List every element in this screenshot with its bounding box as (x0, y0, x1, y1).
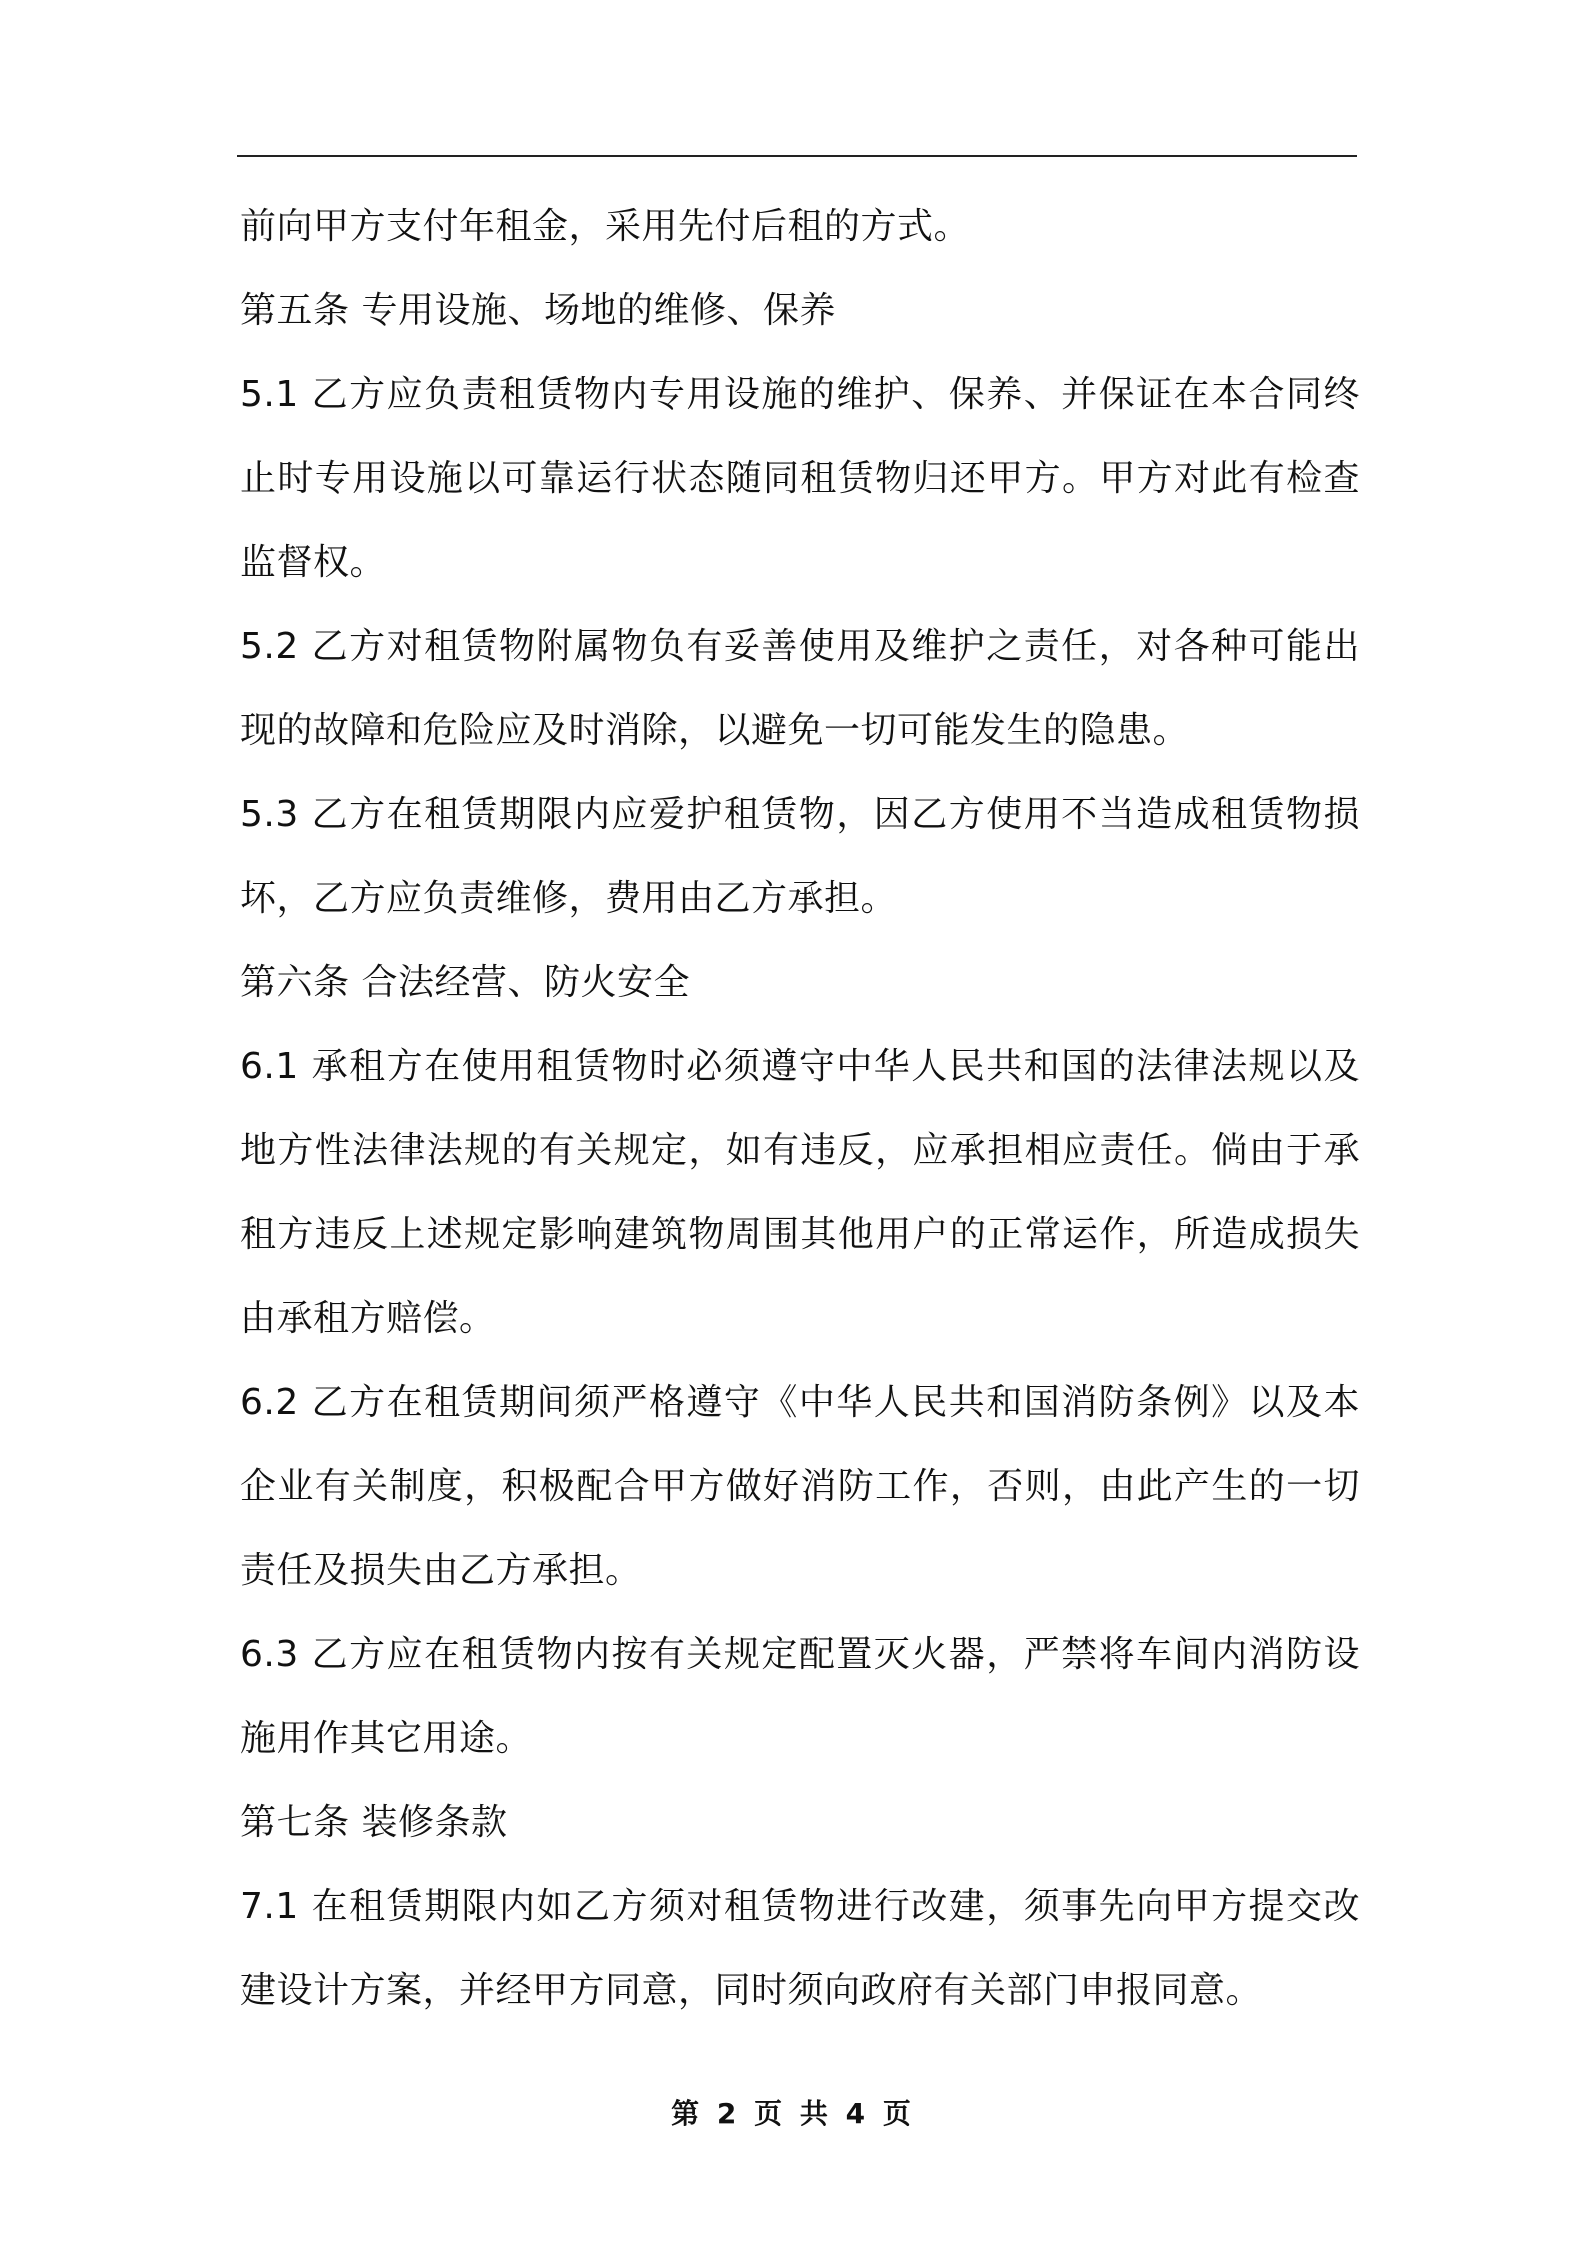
text-line: 5.2 乙方对租赁物附属物负有妥善使用及维护之责任，对各种可能出 (240, 626, 1360, 667)
text-line: 现的故障和危险应及时消除，以避免一切可能发生的隐患。 (240, 710, 1190, 751)
section-heading: 第七条 装修条款 (240, 1802, 508, 1843)
text-line: 5.1 乙方应负责租赁物内专用设施的维护、保养、并保证在本合同终 (240, 374, 1360, 415)
text-line: 建设计方案，并经甲方同意，同时须向政府有关部门申报同意。 (240, 1970, 1263, 2011)
text-line: 7.1 在租赁期限内如乙方须对租赁物进行改建，须事先向甲方提交改 (240, 1886, 1360, 1927)
text-line: 地方性法律法规的有关规定，如有违反，应承担相应责任。倘由于承 (240, 1130, 1360, 1171)
text-line: 租方违反上述规定影响建筑物周围其他用户的正常运作，所造成损失 (240, 1214, 1360, 1255)
text-line: 6.1 承租方在使用租赁物时必须遵守中华人民共和国的法律法规以及 (240, 1046, 1360, 1087)
text-line: 6.2 乙方在租赁期间须严格遵守《中华人民共和国消防条例》以及本 (240, 1382, 1360, 1423)
text-line: 监督权。 (240, 542, 387, 583)
text-line: 施用作其它用途。 (240, 1718, 533, 1759)
section-heading: 第六条 合法经营、防火安全 (240, 962, 690, 1003)
text-line: 由承租方赔偿。 (240, 1298, 496, 1339)
text-line: 责任及损失由乙方承担。 (240, 1550, 642, 1591)
text-line: 坏，乙方应负责维修，费用由乙方承担。 (240, 878, 898, 919)
text-line: 6.3 乙方应在租赁物内按有关规定配置灭火器，严禁将车间内消防设 (240, 1634, 1360, 1675)
section-heading: 第五条 专用设施、场地的维修、保养 (240, 290, 836, 331)
text-line: 前向甲方支付年租金，采用先付后租的方式。 (240, 206, 971, 247)
page-indicator: 第 2 页 共 4 页 (671, 2097, 915, 2130)
text-line: 止时专用设施以可靠运行状态随同租赁物归还甲方。甲方对此有检查 (240, 458, 1360, 499)
document-body (240, 185, 1360, 2033)
text-line: 5.3 乙方在租赁期限内应爱护租赁物，因乙方使用不当造成租赁物损 (240, 794, 1360, 835)
header-rule (237, 155, 1357, 157)
text-line: 企业有关制度，积极配合甲方做好消防工作，否则，由此产生的一切 (240, 1466, 1360, 1507)
